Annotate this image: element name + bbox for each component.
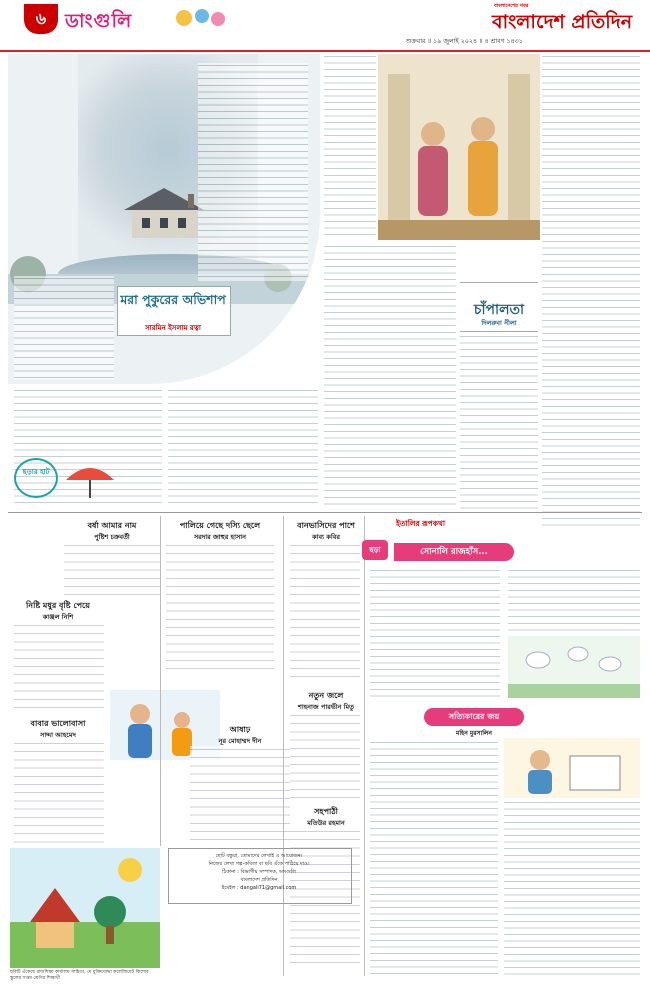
story-author: মহিন মুরসালিন xyxy=(456,730,492,737)
poem-body xyxy=(290,542,360,682)
poem-title: বর্ষা আমার নাম xyxy=(87,520,137,530)
champa-text-column-3 xyxy=(460,334,538,510)
brand-logo: বাংলাদেশ প্রতিদিন xyxy=(492,11,633,33)
dateline: শুক্রবার ॥ ১৯ জুলাই ২০২৪ ॥ ৪ শ্রাবণ ১৪৩১ xyxy=(406,38,523,45)
temple-illustration xyxy=(378,54,540,240)
story-text-column-2 xyxy=(508,568,640,634)
poem-body xyxy=(14,622,104,714)
info-line: নিজের লেখা গল্প-কবিতা বা ছবি এঁকে পাঠিয়ে দাও। xyxy=(208,861,310,867)
poem-title: আষাঢ় xyxy=(229,724,251,734)
exam-illustration xyxy=(504,738,640,798)
story-title: সোনালি রাজহাঁস... xyxy=(394,543,514,561)
page-header xyxy=(0,0,650,52)
poem-title: নতুন জলে xyxy=(308,690,344,700)
story-text-column-4 xyxy=(504,800,640,978)
story-text-column-1 xyxy=(198,63,308,281)
poem-body xyxy=(190,746,290,842)
poem-body xyxy=(166,542,274,674)
poem-author: সাদ্দা আহমেদ xyxy=(40,731,76,739)
story-title: সত্যিকারের জয় xyxy=(424,708,524,726)
info-email: ইমেইল : dangali71@gmail.com xyxy=(221,885,297,891)
story-section-heading: ইতালির রূপকথা xyxy=(396,519,446,528)
champa-text-column-1 xyxy=(324,54,376,240)
poem-author: নূর মোহাম্মদ দীন xyxy=(218,737,262,745)
poem-author: সরদার জাহুর হাসান xyxy=(193,533,247,541)
poem-author: মতিউর রহমান xyxy=(307,819,345,827)
story-tag: ছড়া xyxy=(362,540,388,560)
page-number: ৬ xyxy=(24,4,58,34)
poem-author: পুষ্টিশ চক্রবর্তী xyxy=(94,533,130,541)
champa-text-column-4 xyxy=(542,54,640,528)
column-divider xyxy=(160,516,161,846)
kids-illustration xyxy=(172,6,232,32)
brand-tagline: বাংলাদেশের খবর xyxy=(494,3,529,9)
info-line: ঠিকানা : বিভাগীয় সম্পাদক, ডাংগুলি xyxy=(222,869,296,875)
poem-body xyxy=(290,712,360,802)
story-title: মরা পুকুরের অভিশাপ xyxy=(120,292,226,307)
child-drawing xyxy=(10,848,160,968)
info-line: ছোট বন্ধুরা, তোমাদের লেখাই এ আয়োজন। xyxy=(215,853,303,859)
poem-title: বানভাসিদের পাশে xyxy=(297,520,355,530)
column-divider xyxy=(283,516,284,976)
poem-author: কাঞ্জল নিশি xyxy=(42,613,74,621)
poem-title: সহপাঠী xyxy=(314,806,338,816)
champa-text-column-2 xyxy=(324,244,456,510)
column-divider xyxy=(364,516,365,976)
story-text-intro xyxy=(14,276,114,380)
chhora-hat-logo: ছড়ার হাট xyxy=(14,458,58,498)
poem-body xyxy=(14,740,104,844)
story-text-column-3 xyxy=(168,388,318,508)
info-line: বাংলাদেশ প্রতিদিন xyxy=(240,877,278,883)
umbrella-illustration xyxy=(62,458,118,502)
poem-title: পালিয়ে গেছে দস্যি ছেলে xyxy=(179,520,261,530)
swan-illustration xyxy=(508,636,640,698)
section-title: ডাংগুলি xyxy=(65,10,133,32)
poem-title: নিষ্টি মধুর বৃষ্টি পেয়ে xyxy=(26,600,90,610)
story-text-column-3 xyxy=(370,740,498,978)
section-divider xyxy=(8,512,642,513)
story-author: সারমিন ইসলাম রত্না xyxy=(145,324,201,332)
drawing-caption: ছবিটি এঁকেছে রাজশিক্ষা কার্যালয় সাহিত্য, যে মুক্তিযোদ্ধা কলেজিয়েট কিশোর স্কুলের সপ্তম শ্রেণির শিক্ষার্থী xyxy=(10,970,149,981)
poem-body xyxy=(64,542,160,602)
poem-title: বাবার ভালোবাসা xyxy=(30,718,86,728)
champa-author: দিলরুবা নীলা xyxy=(481,319,517,327)
submission-info-text xyxy=(172,852,346,892)
champa-title: চাঁপালতা xyxy=(473,302,525,318)
story-text-column-1 xyxy=(370,568,500,698)
poem-author: শাহনাজ পারভীন মিতু xyxy=(297,703,355,711)
poem-author: কাব্য কবির xyxy=(312,533,340,541)
